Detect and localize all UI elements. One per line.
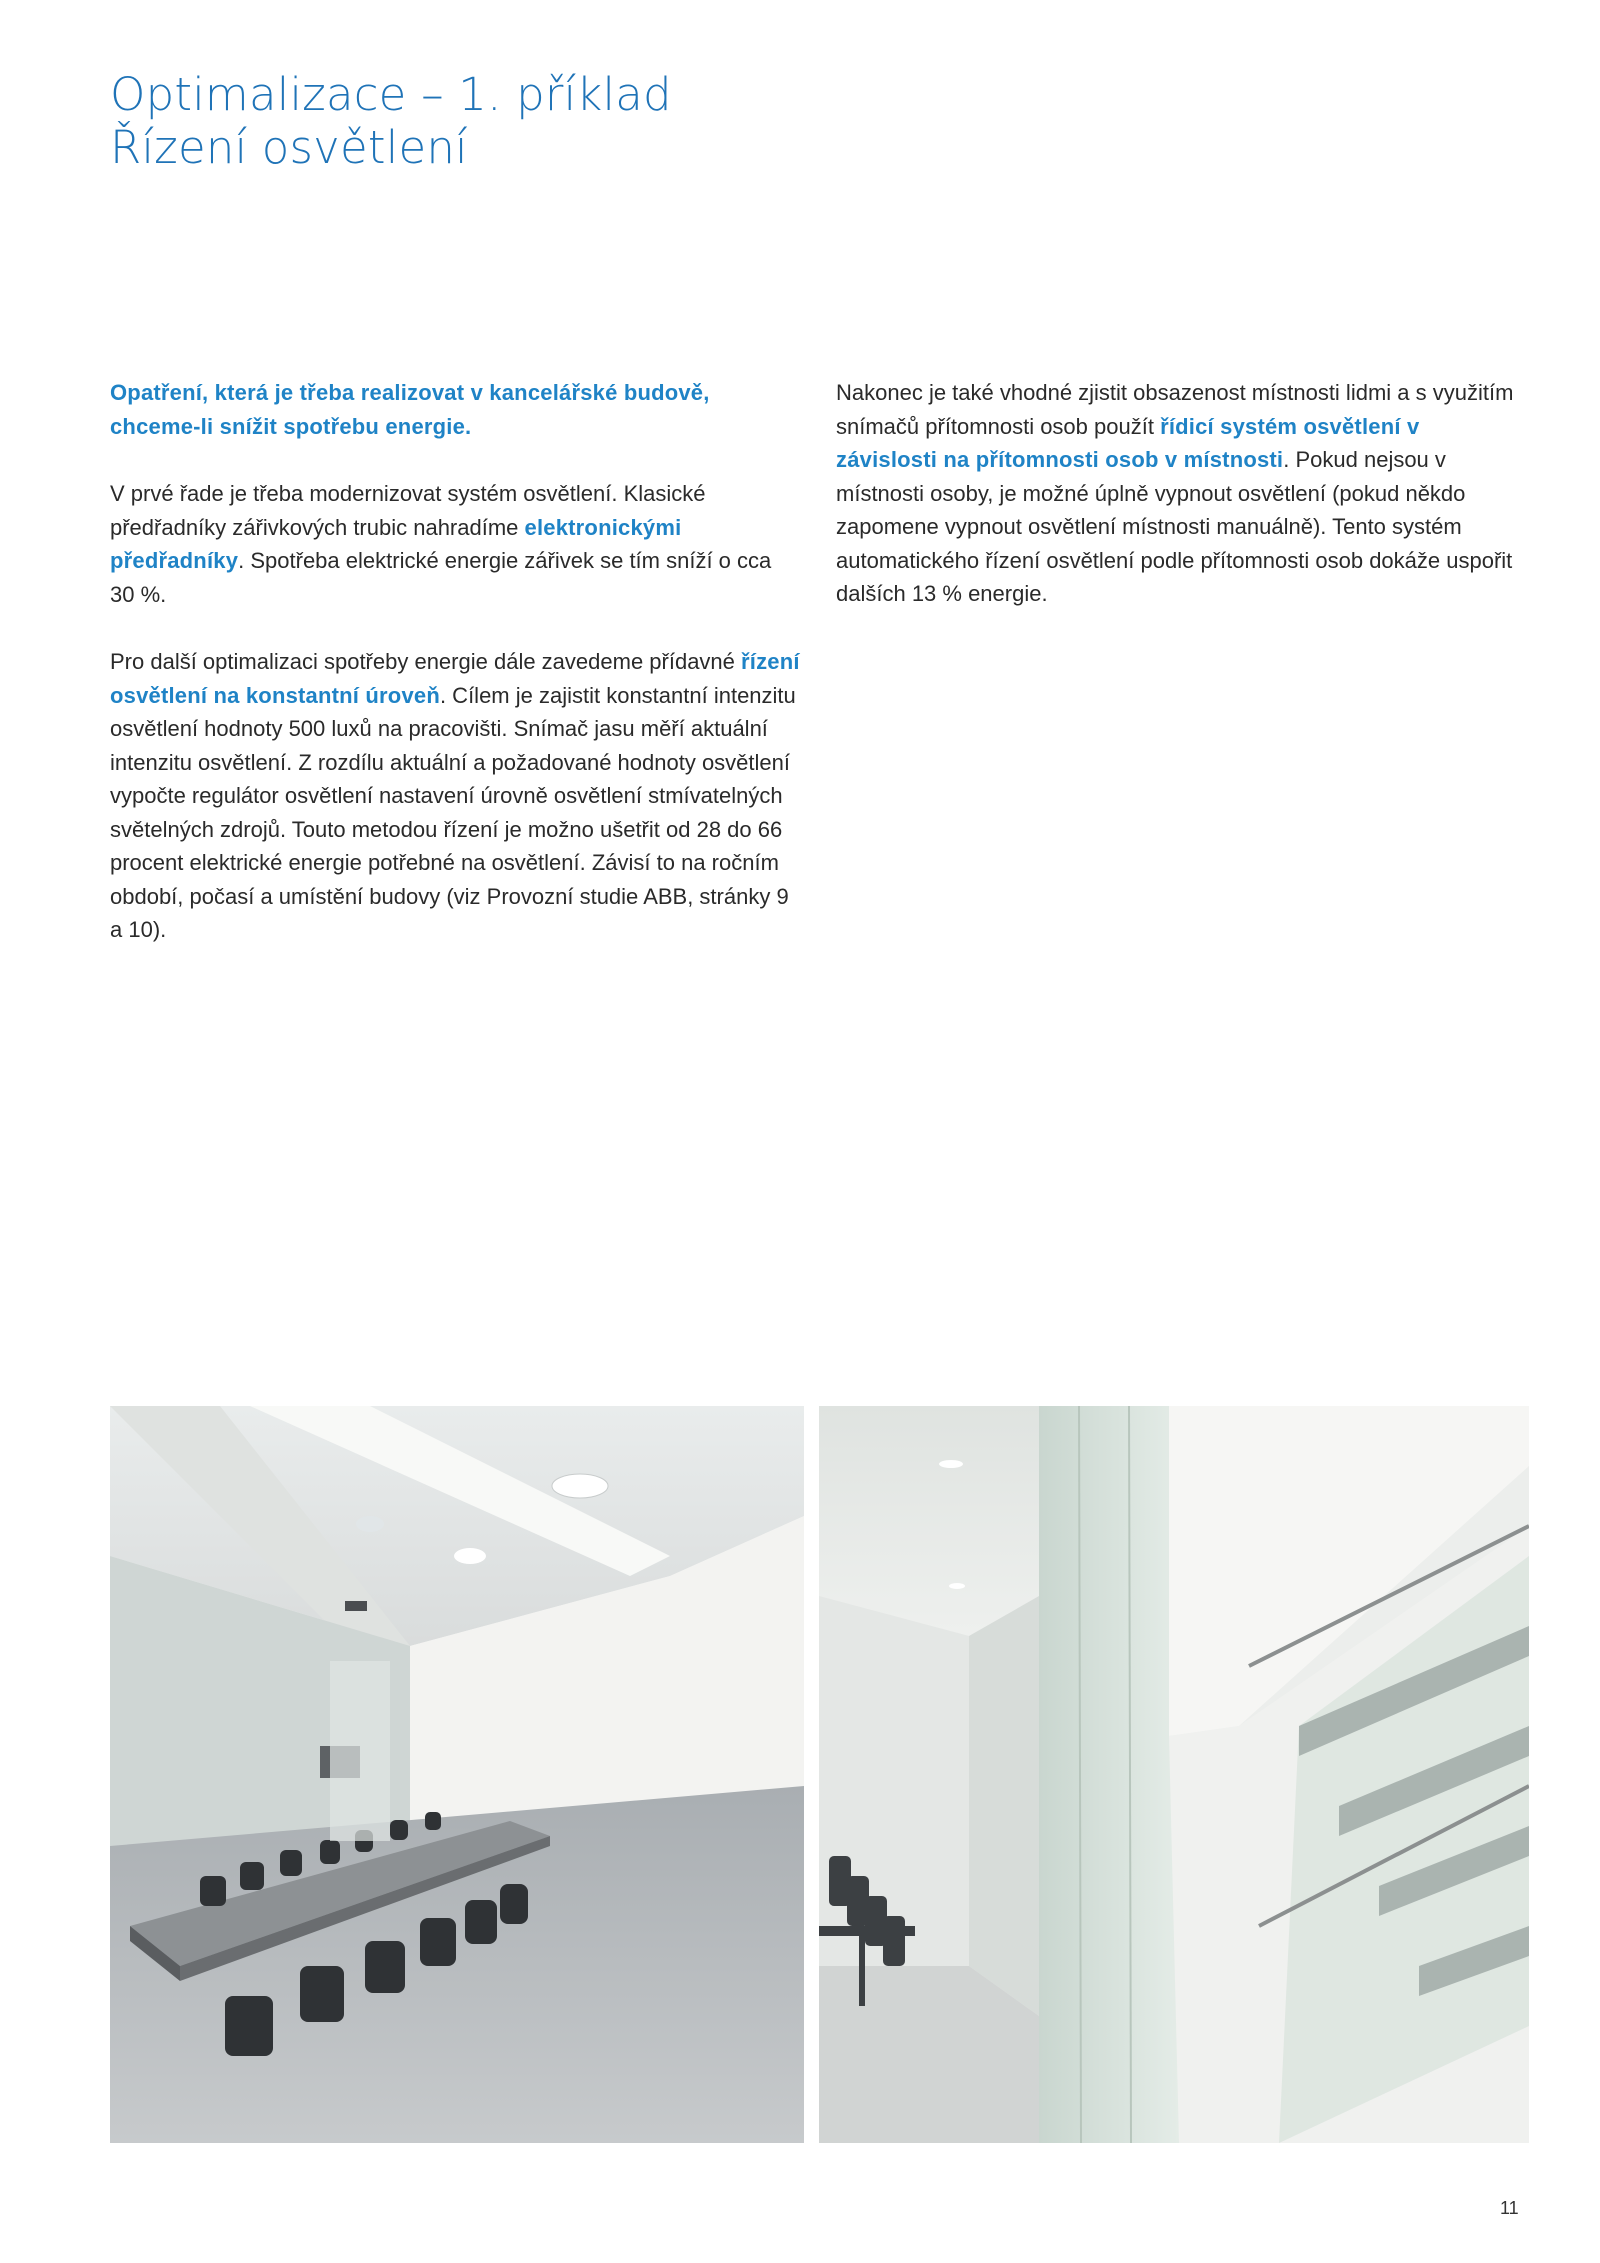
lead-paragraph: Opatření, která je třeba realizovat v kancelářské budově, chceme-li snížit spotřebu energie. [110,380,710,439]
paragraph-text: Pro další optimalizaci spotřeby energie dále zavedeme přídavné [110,649,742,674]
paragraph-text: . Spotřeba elektrické energie zářivek se tím sníží o cca 30 %. [110,548,772,607]
conference-room-photo [110,1406,804,2143]
page-number: 11 [1500,2198,1519,2218]
highlight-electronic-ballasts: elektronickými předřadníky [110,514,682,573]
paragraph-presence-detection [836,376,1526,611]
paragraph-constant-light [110,645,800,947]
right-column [836,376,1526,645]
paragraph-text: . Pokud nejsou v místnosti osoby, je možné úplně vypnout osvětlení (pokud někdo zapomene vypnout osvětlení místnosti manuálně). Tento systém automatického řízení osvětlení podle přítomnosti osob dokáže uspořit dalších 13 % energie. [836,447,1513,606]
paragraph-text: V prvé řade je třeba modernizovat systém osvětlení. Klasické předřadníky zářivkových trubic nahradíme [110,481,706,540]
left-column [110,376,800,981]
paragraph-text: Nakonec je také vhodné zjistit obsazenost místnosti lidmi a s využitím snímačů přítomnosti osob použít [836,380,1514,439]
highlight-presence-control: řídicí systém osvětlení v závislosti na přítomnosti osob v místnosti [836,413,1420,472]
page-title [110,68,672,174]
staircase-corridor-photo [819,1406,1529,2143]
paragraph-text: . Cílem je zajistit konstantní intenzitu osvětlení hodnoty 500 luxů na pracovišti. Snímač jasu měří aktuální intenzitu osvětlení. Z rozdílu aktuální a požadované hodnoty osvětlení vypočte regulátor osvětlení nastavení úrovně osvětlení stmívatelných světelných zdrojů. Touto metodou řízení je možno ušetřit od 28 do 66 procent elektrické energie potřebné na osvětlení. Závisí to na ročním období, počasí a umístění budovy (viz Provozní studie ABB, stránky 9 a 10). [110,682,796,942]
title-line-1: Optimalizace – 1. příklad [110,68,672,121]
highlight-constant-light-control: řízení osvětlení na konstantní úroveň [110,649,800,708]
paragraph-ballasts [110,477,800,611]
title-line-2: Řízení osvětlení [110,121,468,174]
